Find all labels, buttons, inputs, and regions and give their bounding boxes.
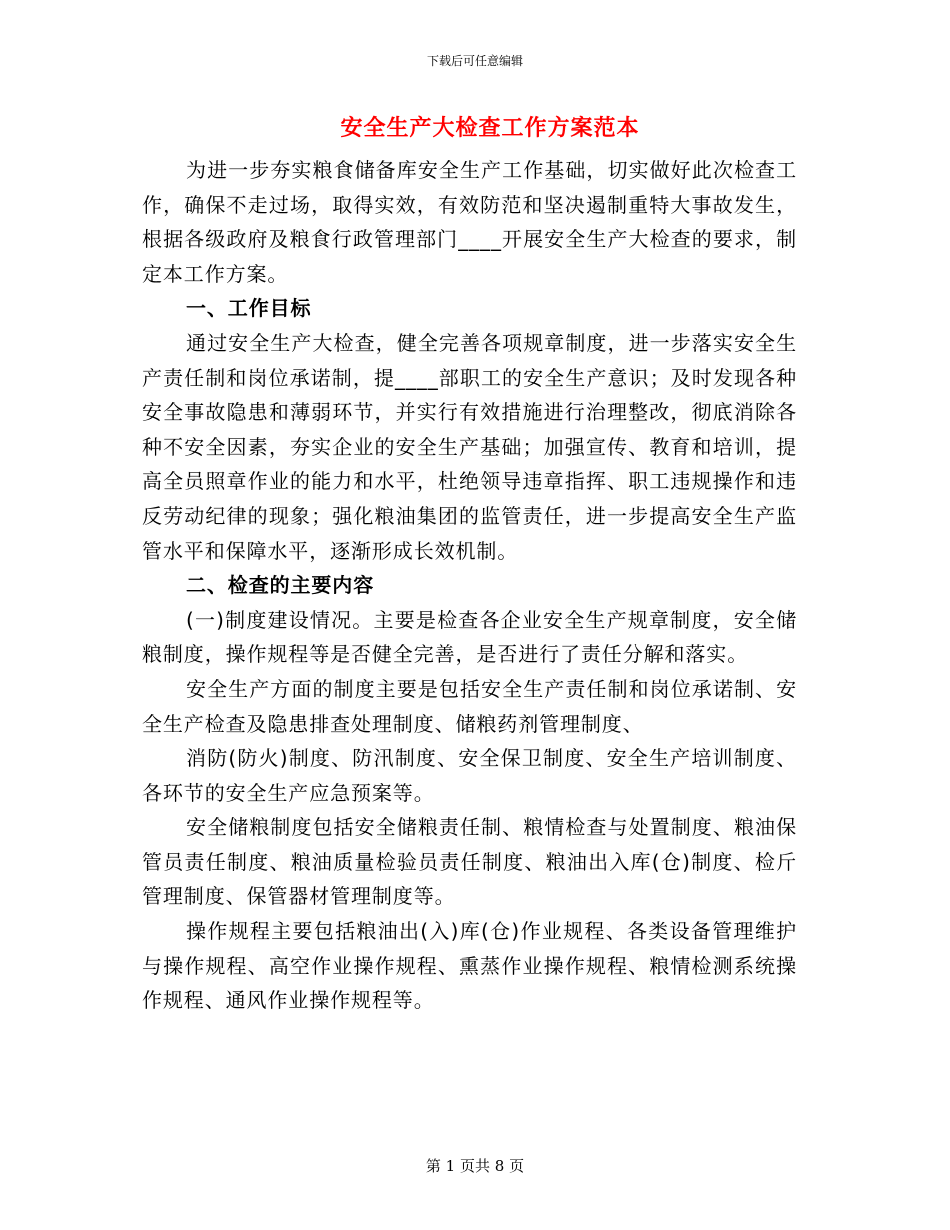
document-body bbox=[142, 153, 797, 1018]
safety-rules-paragraph: 安全生产方面的制度主要是包括安全生产责任制和岗位承诺制、安全生产检查及隐患排查处理制度、储粮药剂管理制度、 bbox=[142, 676, 797, 736]
system-building-paragraph: (一)制度建设情况。主要是检查各企业安全生产规章制度，安全储粮制度，操作规程等是否健全完善，是否进行了责任分解和落实。 bbox=[142, 607, 797, 667]
section-heading-goals: 一、工作目标 bbox=[186, 296, 312, 321]
section-heading-contents: 二、检查的主要内容 bbox=[186, 573, 375, 598]
goals-paragraph: 通过安全生产大检查，健全完善各项规章制度，进一步落实安全生产责任制和岗位承诺制，提____部职工的安全生产意识；及时发现各种安全事故隐患和薄弱环节，并实行有效措施进行治理整改，彻底消除各种不安全因素，夯实企业的安全生产基础；加强宣传、教育和培训，提高全员照章作业的能力和水平，杜绝领导违章指挥、职工违规操作和违反劳动纪律的现象；强化粮油集团的监管责任，进一步提高安全生产监管水平和保障水平，逐渐形成长效机制。 bbox=[142, 330, 797, 563]
fire-flood-rules-paragraph: 消防(防火)制度、防汛制度、安全保卫制度、安全生产培训制度、各环节的安全生产应急预案等。 bbox=[142, 746, 797, 805]
document-title: 安全生产大检查工作方案范本 bbox=[340, 116, 640, 141]
grain-storage-rules-paragraph: 安全储粮制度包括安全储粮责任制、粮情检查与处置制度、粮油保管员责任制度、粮油质量检验员责任制度、粮油出入库(仓)制度、检斤管理制度、保管器材管理制度等。 bbox=[142, 815, 797, 909]
page-header-note: 下载后可任意编辑 bbox=[426, 54, 523, 68]
operation-rules-paragraph: 操作规程主要包括粮油出(入)库(仓)作业规程、各类设备管理维护与操作规程、高空作业操作规程、熏蒸作业操作规程、粮情检测系统操作规程、通风作业操作规程等。 bbox=[142, 919, 797, 1013]
page-number: 第 1 页共 8 页 bbox=[425, 1157, 525, 1175]
intro-paragraph: 为进一步夯实粮食储备库安全生产工作基础，切实做好此次检查工作，确保不走过场，取得实效，有效防范和坚决遏制重特大事故发生，根据各级政府及粮食行政管理部门____开展安全生产大检查的要求，制定本工作方案。 bbox=[142, 158, 797, 286]
